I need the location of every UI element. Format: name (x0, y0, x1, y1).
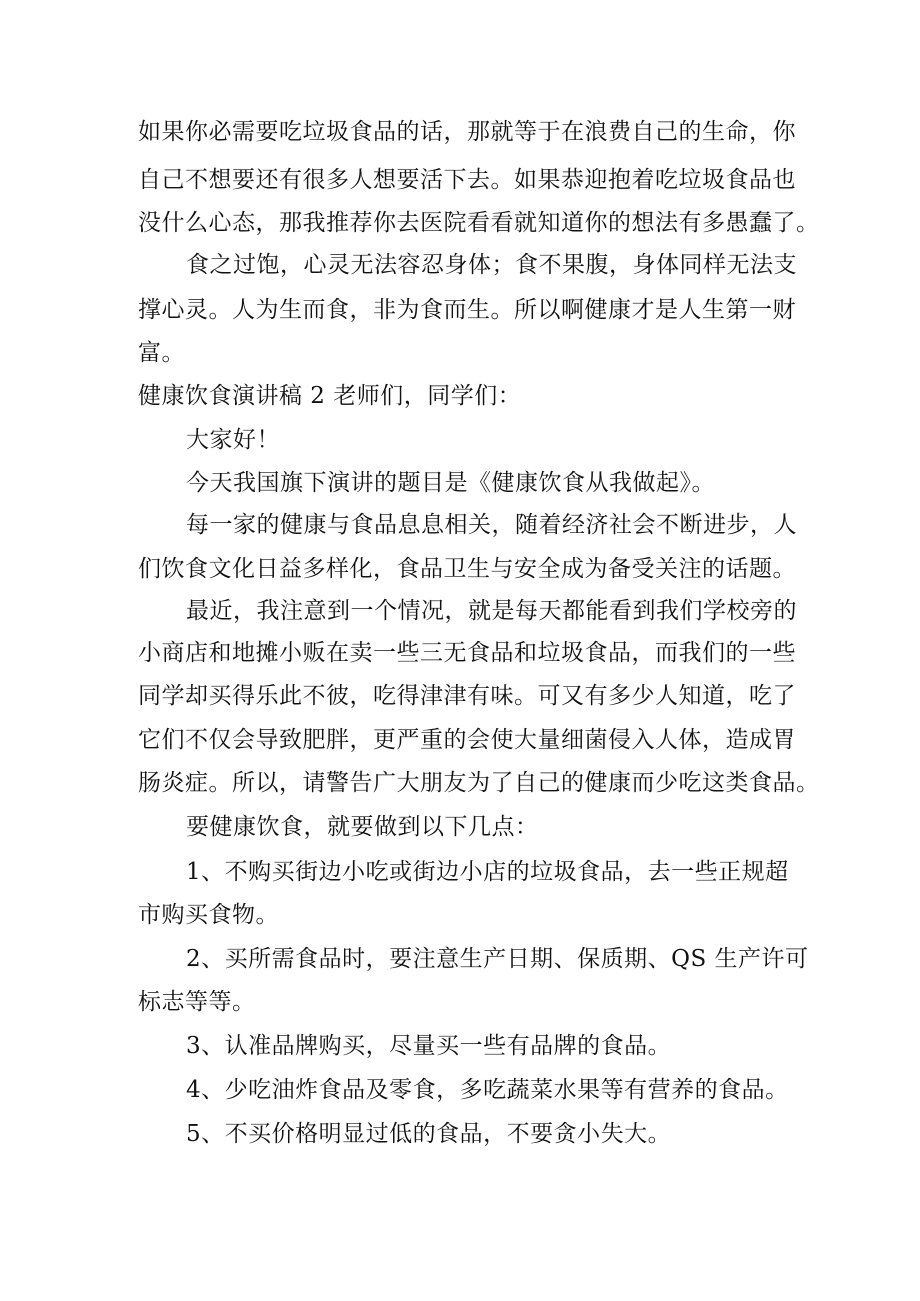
text-line: 小商店和地摊小贩在卖一些三无食品和垃圾食品，而我们的一些 (138, 640, 796, 666)
list-item-continuation: 标志等等。 (138, 989, 256, 1015)
list-item: 1、不购买街边小吃或街边小店的垃圾食品，去一些正规超 (186, 859, 789, 885)
text-line: 大家好！ (186, 427, 280, 453)
text-line: 如果你必需要吃垃圾食品的话，那就等于在浪费自己的生命，你 (138, 119, 796, 145)
text-line: 今天我国旗下演讲的题目是《健康饮食从我做起》。 (186, 470, 715, 496)
text-line: 每一家的健康与食品息息相关，随着经济社会不断进步，人 (186, 512, 797, 538)
section-heading: 健康饮食演讲稿 2 老师们，同学们： (138, 383, 522, 409)
text-line: 肠炎症。所以，请警告广大朋友为了自己的健康而少吃这类食品。 (138, 770, 820, 796)
text-line: 没什么心态，那我推荐你去医院看看就知道你的想法有多愚蠢了。 (138, 210, 820, 236)
text-line: 们饮食文化日益多样化，食品卫生与安全成为备受关注的话题。 (138, 556, 796, 582)
text-line: 最近，我注意到一个情况，就是每天都能看到我们学校旁的 (186, 598, 797, 624)
text-line: 食之过饱，心灵无法容忍身体；食不果腹，身体同样无法支 (186, 252, 797, 278)
text-line: 自己不想要还有很多人想要活下去。如果恭迎抱着吃垃圾食品也 (138, 167, 796, 193)
text-line: 撑心灵。人为生而食，非为食而生。所以啊健康才是人生第一财 (138, 297, 796, 323)
text-line: 同学却买得乐此不彼，吃得津津有味。可又有多少人知道，吃了 (138, 683, 796, 709)
list-item: 5、不买价格明显过低的食品，不要贪小失大。 (186, 1121, 672, 1147)
text-line: 要健康饮食，就要做到以下几点： (186, 814, 539, 840)
list-item: 3、认准品牌购买，尽量买一些有品牌的食品。 (186, 1033, 672, 1059)
list-item: 4、少吃油炸食品及零食，多吃蔬菜水果等有营养的食品。 (186, 1077, 789, 1103)
text-line: 它们不仅会导致肥胖，更严重的会使大量细菌侵入人体，造成胃 (138, 727, 796, 753)
list-item-continuation: 市购买食物。 (138, 902, 279, 928)
list-item: 2、买所需食品时，要注意生产日期、保质期、QS 生产许可 (186, 946, 809, 972)
text-line: 富。 (138, 340, 185, 366)
